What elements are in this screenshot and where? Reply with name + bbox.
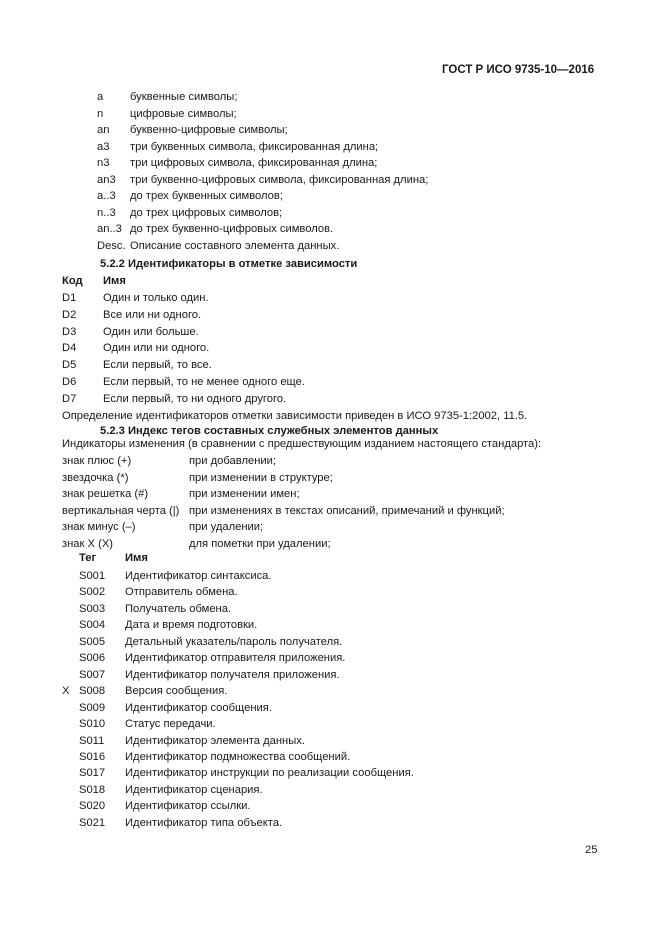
dependency-name: Если первый, то все. xyxy=(103,359,212,372)
indicator-sign: знак решетка (#) xyxy=(62,488,149,501)
indicator-sign: знак X (X) xyxy=(62,538,114,550)
tag-code: S009 xyxy=(79,701,106,714)
indicator-meaning: при изменении имен; xyxy=(189,488,300,501)
document-header: ГОСТ Р ИСО 9735-10—2016 xyxy=(442,64,595,76)
tag-name: Идентификатор подмножества сообщений. xyxy=(125,750,351,763)
format-symbol-description: три цифровых символа, фиксированная длина; xyxy=(130,157,378,169)
tag-code: S011 xyxy=(79,734,105,747)
format-symbol-description: буквенно-цифровые символы; xyxy=(130,124,288,136)
tag-code: S002 xyxy=(79,586,106,599)
format-symbol-description: до трех буквенных символов; xyxy=(130,190,283,202)
format-symbol-code: an..3 xyxy=(97,223,122,235)
tag-code: S003 xyxy=(79,602,106,615)
format-symbol-code: an3 xyxy=(97,173,116,186)
dependency-note: Определение идентификаторов отметки зависимости приведен в ИСО 9735-1:2002, 11.5. xyxy=(62,410,528,422)
tag-name: Идентификатор инструкции по реализации сообщения. xyxy=(125,767,414,780)
format-symbol-description: до трех цифровых символов; xyxy=(130,206,283,219)
dependency-code: D5 xyxy=(62,359,77,372)
tag-code: S007 xyxy=(79,668,106,681)
tag-name: Дата и время подготовки. xyxy=(125,619,258,632)
dependency-name: Один и только один. xyxy=(103,292,209,304)
tag-name: Идентификатор получателя приложения. xyxy=(125,668,340,681)
format-symbol-description: цифровые символы; xyxy=(130,107,237,120)
tag-name: Идентификатор сценария. xyxy=(125,783,263,796)
tag-name: Идентификатор сообщения. xyxy=(125,701,272,714)
tag-name: Версия сообщения. xyxy=(125,685,228,698)
format-symbol-code: Desc. xyxy=(97,239,126,252)
column-header-tag: Тег xyxy=(79,552,97,564)
dependency-code: D2 xyxy=(62,308,77,321)
change-mark: X xyxy=(62,685,70,698)
format-symbol-description: буквенные символы; xyxy=(130,91,238,103)
indicator-sign: знак минус (–) xyxy=(62,521,136,534)
dependency-code: D1 xyxy=(62,292,77,304)
indicator-sign: знак плюс (+) xyxy=(62,455,132,467)
dependency-name: Если первый, то не менее одного еще. xyxy=(103,376,305,388)
format-symbol-code: an xyxy=(97,124,110,136)
format-symbol-code: n..3 xyxy=(97,206,116,219)
tag-code: S006 xyxy=(79,652,106,665)
tag-code: S021 xyxy=(79,816,106,829)
format-symbol-code: n3 xyxy=(97,157,110,169)
format-symbol-description: три буквенных символа, фиксированная длина; xyxy=(130,140,379,153)
format-symbol-description: до трех буквенно-цифровых символов. xyxy=(130,223,334,235)
format-symbol-code: a xyxy=(97,91,104,103)
format-symbol-description: три буквенно-цифровых символа, фиксированная длина; xyxy=(130,173,429,186)
section-5-2-3-heading: 5.2.3 Индекс тегов составных служебных элементов данных xyxy=(100,425,439,437)
tag-name: Идентификатор синтаксиса. xyxy=(125,570,272,582)
dependency-name: Все или ни одного. xyxy=(103,308,202,321)
dependency-name: Один или больше. xyxy=(103,325,199,338)
tag-code: S010 xyxy=(79,718,106,731)
indicator-sign: звездочка (*) xyxy=(62,471,129,484)
format-symbol-description: Описание составного элемента данных. xyxy=(130,239,340,252)
column-header-code: Код xyxy=(62,275,83,287)
tag-name: Детальный указатель/пароль получателя. xyxy=(125,635,343,648)
indicator-meaning: при изменении в структуре; xyxy=(189,471,333,484)
format-symbol-code: a3 xyxy=(97,140,110,153)
indicator-sign: вертикальная черта (|) xyxy=(62,504,180,517)
column-header-name: Имя xyxy=(103,275,126,287)
tag-name: Статус передачи. xyxy=(125,718,216,731)
dependency-code: D6 xyxy=(62,376,77,388)
tag-name: Идентификатор отправителя приложения. xyxy=(125,652,346,665)
page-number: 25 xyxy=(585,844,598,856)
section-5-2-2-heading: 5.2.2 Идентификаторы в отметке зависимости xyxy=(100,258,358,270)
format-symbol-code: n xyxy=(97,107,104,120)
tag-code: S008 xyxy=(79,685,106,698)
indicator-meaning: при добавлении; xyxy=(189,455,276,467)
dependency-name: Один или ни одного. xyxy=(103,342,210,355)
tag-code: S005 xyxy=(79,635,106,648)
tag-code: S017 xyxy=(79,767,106,780)
tag-name: Идентификатор элемента данных. xyxy=(125,734,305,747)
tag-name: Отправитель обмена. xyxy=(125,586,238,599)
tag-name: Идентификатор типа объекта. xyxy=(125,816,283,829)
dependency-code: D3 xyxy=(62,325,77,338)
dependency-code: D4 xyxy=(62,342,77,355)
indicator-meaning: при удалении; xyxy=(189,521,264,534)
indicator-meaning: при изменениях в текстах описаний, примечаний и функций; xyxy=(189,504,505,517)
tag-name: Идентификатор ссылки. xyxy=(125,800,251,813)
tag-code: S001 xyxy=(79,570,106,582)
tag-code: S004 xyxy=(79,619,106,632)
tag-code: S016 xyxy=(79,750,106,763)
change-indicators-intro: Индикаторы изменения (в сравнении с предшествующим изданием настоящего стандарта): xyxy=(62,438,542,450)
tag-code: S018 xyxy=(79,783,106,796)
tag-code: S020 xyxy=(79,800,106,813)
column-header-tag-name: Имя xyxy=(125,552,148,564)
indicator-meaning: для пометки при удалении; xyxy=(189,538,331,550)
dependency-code: D7 xyxy=(62,392,77,405)
dependency-name: Если первый, то ни одного другого. xyxy=(103,392,287,405)
format-symbol-code: a..3 xyxy=(97,190,116,202)
tag-name: Получатель обмена. xyxy=(125,602,232,615)
